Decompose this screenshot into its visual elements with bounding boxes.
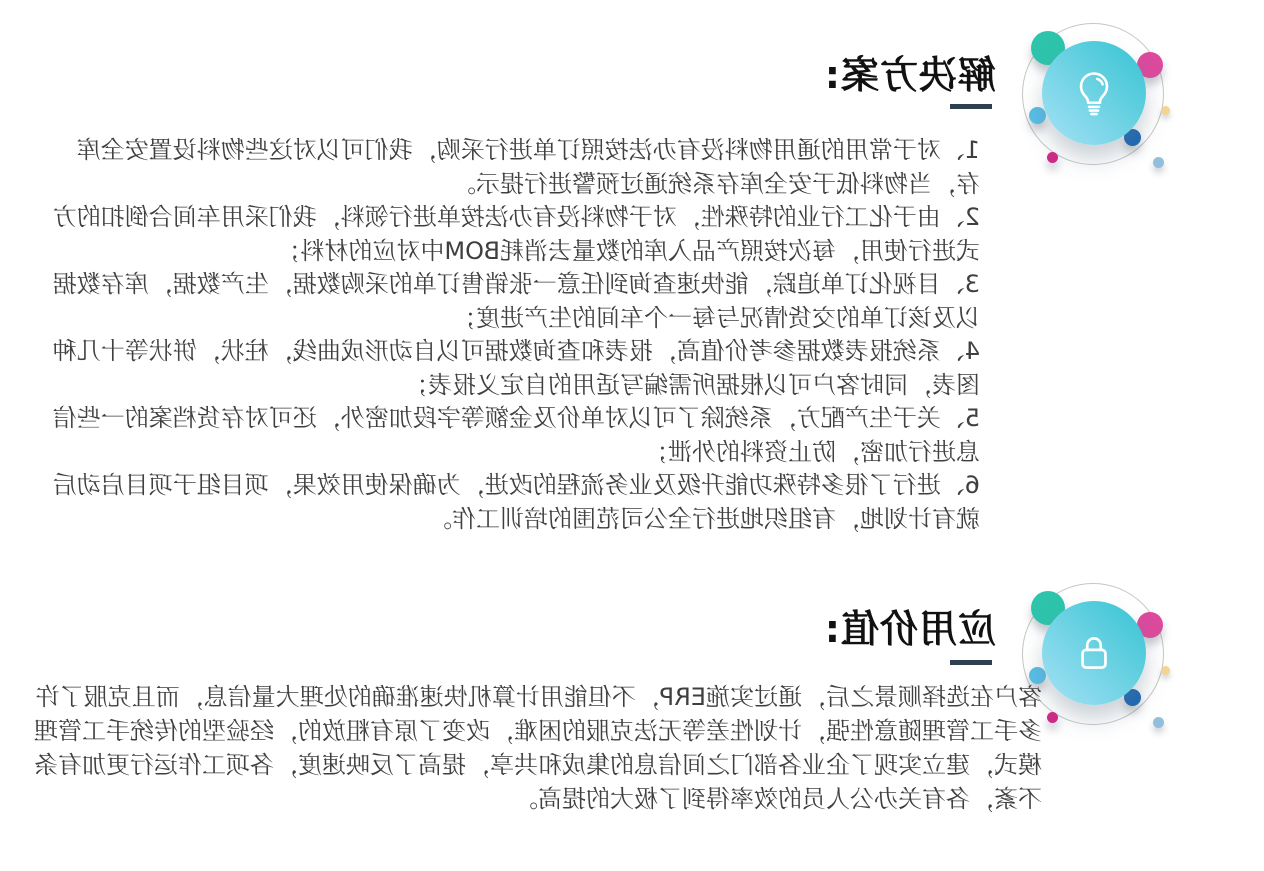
solution-item-3: 3、目视化订单追踪，能快速查询到任意一张销售订单的采购数据，生产数据，库存数据以及该订单的交货情况与每一个车间的生产进度； bbox=[52, 270, 980, 332]
lock-icon bbox=[1069, 628, 1119, 678]
decorative-dot-cream bbox=[1161, 106, 1170, 115]
solution-item-4: 4、系统报表数据参考价值高，报表和查询数据可以自动形成曲线，柱状，饼状等十几种图表，同时客户可以根据所需编写适用的自定义报表； bbox=[52, 337, 980, 399]
solution-icon-circle bbox=[1042, 41, 1146, 145]
title-underline bbox=[950, 104, 992, 109]
solution-item-1: 1、对于常用的通用物料没有办法按照订单进行采购，我们可以对这些物料设置安全库存，当物料低于安全库存系统通过预警进行提示。 bbox=[76, 136, 980, 198]
solution-item-2: 2、由于化工行业的特殊性，对于物料没有办法按单进行领料，我们采用车间合倒扣的方式进行使用，每次按照产品入库的数量去消耗BOM中对应的材料； bbox=[52, 203, 980, 265]
decorative-dot-cream bbox=[1161, 666, 1170, 675]
section-title-value: 应用价值: bbox=[823, 607, 996, 651]
decorative-dot-magenta bbox=[1047, 152, 1058, 163]
decorative-dot-steel bbox=[1153, 157, 1164, 168]
section-title-solution: 解决方案: bbox=[823, 53, 996, 97]
solution-text-block bbox=[30, 134, 980, 536]
decorative-dot-steel bbox=[1153, 717, 1164, 728]
decorative-dot-sky bbox=[1029, 107, 1046, 124]
solution-item-6: 6、进行了很多特殊功能升级及业务流程的改进，为确保使用效果，项目组于项目启动后就有计划地，有组织地进行全公司范围的培训工作。 bbox=[52, 471, 980, 533]
decorative-dot-magenta bbox=[1047, 712, 1058, 723]
value-text-block bbox=[30, 680, 1042, 816]
value-icon-circle bbox=[1042, 601, 1146, 705]
solution-item-5: 5、关于生产配方，系统除了可以对单价及金额等字段加密外，还可对存货档案的一些信息进行加密，防止资料的外泄； bbox=[52, 404, 980, 466]
value-paragraph: 客户在选择顺景之后，通过实施ERP，不但能用计算机快速准确的处理大量信息，而且克服了许多手工管理随意性强，计划性差等无法克服的困难，改变了原有粗放的，经验型的传统手工管理模式，建立实现了企业各部门之间信息的集成和共享，提高了反映速度，各项工作运行更加有条不紊，各有关办公人员的效率得到了极大的提高。 bbox=[34, 683, 1042, 813]
lightbulb-icon bbox=[1068, 67, 1120, 119]
title-underline bbox=[950, 660, 992, 665]
